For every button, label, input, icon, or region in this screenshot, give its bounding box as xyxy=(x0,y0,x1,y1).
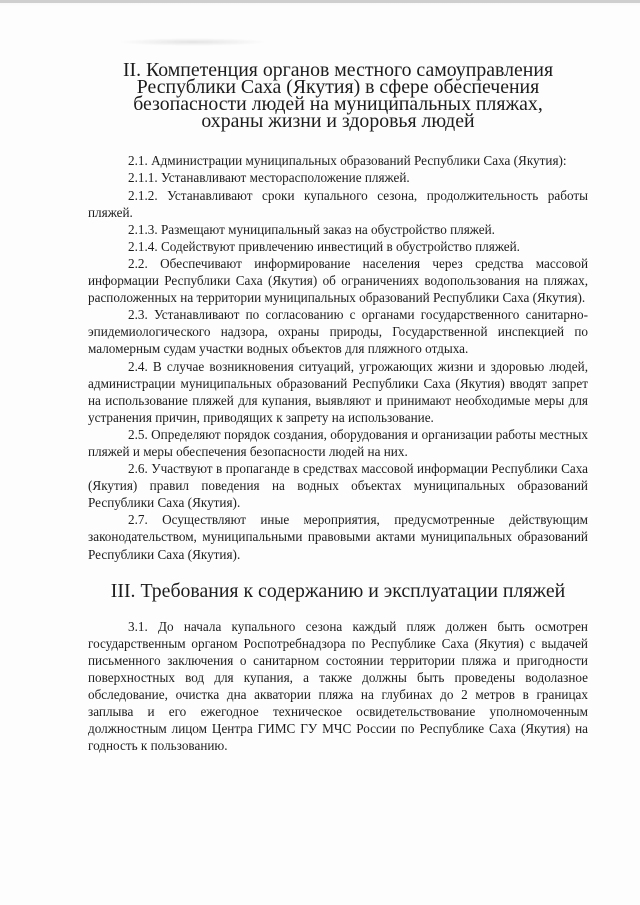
paragraph-3-1: 3.1. До начала купального сезона каждый пляж должен быть осмотрен государственным органом Роспотребнадзора по Республике Саха (Якутия) с выдачей письменного заключения о санитарном состоянии территории пляжа и пригодности поверхностных вод для купания, а также должны быть проведены водолазное обследование, очистка дна акватории пляжа на глубинах до 2 метров в границах заплыва и его ежегодное техническое освидетельствование уполномоченным должностным лицом Центра ГИМС ГУ МЧС России по Республике Саха (Якутия) на годность к пользованию. xyxy=(88,618,588,754)
section-3-title: III. Требования к содержанию и эксплуатации пляжей xyxy=(110,579,566,602)
paragraph-2-5: 2.5. Определяют порядок создания, оборудования и организации работы местных пляжей и меры обеспечения безопасности людей на них. xyxy=(88,426,588,459)
paragraph-2-1: 2.1. Администрации муниципальных образований Республики Саха (Якутия): xyxy=(128,153,567,169)
section-2-title-line: Республики Саха (Якутия) в сфере обеспечения xyxy=(136,76,540,99)
spacer xyxy=(88,600,588,618)
paragraph-2-7: 2.7. Осуществляют иные мероприятия, предусмотренные действующим законодательством, муниципальными правовыми актами муниципальных образований Республики Саха (Якутия). xyxy=(88,512,588,562)
paragraph-2-4: 2.4. В случае возникновения ситуаций, угрожающих жизни и здоровью людей, администрации муниципальных образований Республики Саха (Якутия) вводят запрет на использование пляжей для купания, выявляют и принимают необходимые меры для устранения причин, приводящих к запрету на использование. xyxy=(88,358,588,425)
paragraph-2-2: 2.2. Обеспечивают информирование населения через средства массовой информации Республики Саха (Якутия) об ограничениях водопользования на пляжах, расположенных на территории муниципальных образований Республики Саха (Якутия). xyxy=(88,255,588,306)
paragraph-2-1-4: 2.1.4. Содействуют привлечению инвестиций в обустройство пляжей. xyxy=(128,238,520,254)
section-2-title-line: безопасности людей на муниципальных пляжах, xyxy=(133,93,543,116)
scan-top-edge xyxy=(0,0,640,3)
scan-artifact xyxy=(118,38,268,46)
document-body xyxy=(88,59,588,754)
section-2-title xyxy=(88,59,588,133)
spacer xyxy=(88,130,588,152)
paragraph-2-1-1: 2.1.1. Устанавливают месторасположение пляжей. xyxy=(128,170,410,186)
paragraph-2-1-3: 2.1.3. Размещают муниципальный заказ на обустройство пляжей. xyxy=(128,221,495,237)
section-2-title-line: охраны жизни и здоровья людей xyxy=(201,110,475,133)
paragraph-2-3: 2.3. Устанавливают по согласованию с органами государственного санитарно-эпидемиологического надзора, охраны природы, Государственной инспекцией по маломерным судам участки водных объектов для пляжного отдыха. xyxy=(88,307,588,357)
paragraph-2-1-2: 2.1.2. Устанавливают сроки купального сезона, продолжительность работы пляжей. xyxy=(88,187,588,220)
paragraph-2-6: 2.6. Участвуют в пропаганде в средствах массовой информации Республики Саха (Якутия) правил поведения на водных объектах муниципальных образований Республики Саха (Якутия). xyxy=(88,461,588,511)
section-2-title-line: II. Компетенция органов местного самоуправления xyxy=(122,59,554,81)
